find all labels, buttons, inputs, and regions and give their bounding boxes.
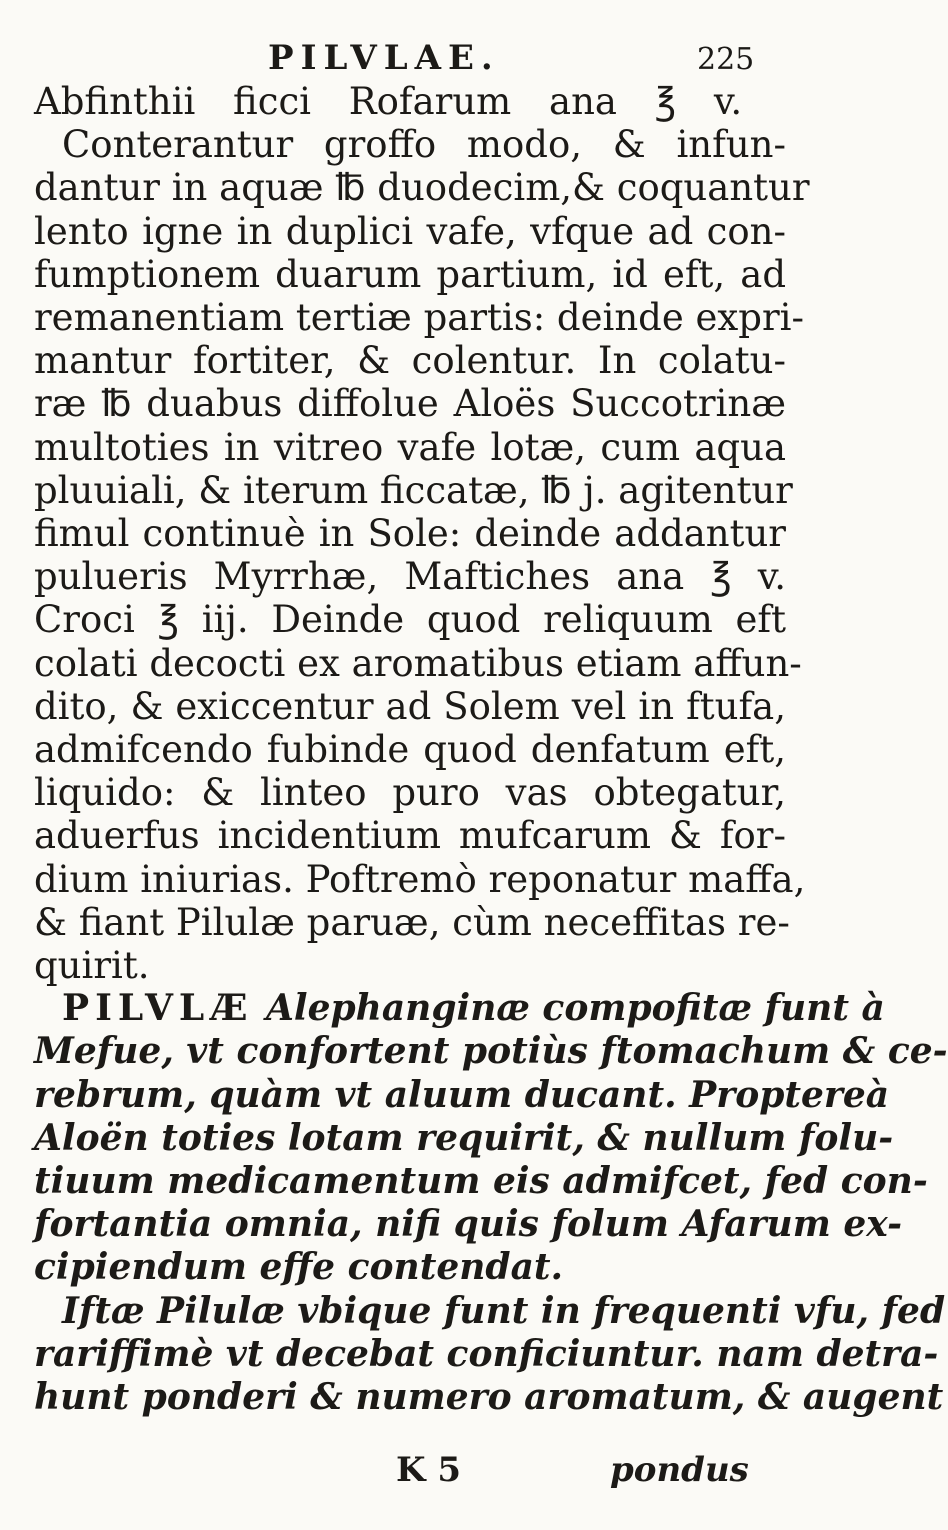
recipe-line: pluuiali, & iterum ficcatæ, ℔ j. agitentur <box>34 468 793 512</box>
commentary-line: tiuum medicamentum eis admifcet, fed con- <box>34 1160 928 1203</box>
commentary-line: hunt ponderi & numero aromatum, & augent <box>34 1376 944 1419</box>
commentary-line-text: Alephanginæ compofitæ funt à <box>265 987 885 1030</box>
commentary-line: rebrum, quàm vt aluum ducant. Proptereà <box>34 1073 890 1116</box>
commentary-paragraph <box>34 987 948 1419</box>
recipe-paragraph <box>34 80 810 988</box>
signature-mark: K 5 <box>396 1450 462 1490</box>
recipe-line: dito, & exiccentur ad Solem vel in ftufa, <box>34 684 786 728</box>
recipe-line: Abfinthii ficci Rofarum ana ℥ v. <box>34 80 743 123</box>
recipe-line: fumptionem duarum partium, id eft, ad <box>34 252 786 296</box>
commentary-heading-word: PILVLÆ <box>62 987 254 1030</box>
recipe-line: admifcendo fubinde quod denfatum eft, <box>34 728 786 772</box>
commentary-line: fortantia omnia, nifi quis folum Afarum ex- <box>34 1203 903 1246</box>
recipe-line: Conterantur groffo modo, & infun- <box>62 123 786 167</box>
recipe-line: Croci ℥ iij. Deinde quod reliquum eft <box>34 598 786 642</box>
recipe-line: colati decocti ex aromatibus etiam affun- <box>34 641 802 685</box>
recipe-line: fimul continuè in Sole: deinde addantur <box>34 512 786 556</box>
commentary-line: Iftæ Pilulæ vbique funt in frequenti vfu, fed <box>62 1289 946 1332</box>
recipe-line: dium iniurias. Poftremò reponatur maffa, <box>34 857 806 901</box>
recipe-line: lento igne in duplici vafe, vfque ad con- <box>34 209 786 253</box>
recipe-line: multoties in vitreo vafe lotæ, cum aqua <box>34 425 786 469</box>
recipe-line: dantur in aquæ ℔ duodecim,& coquantur <box>34 166 810 210</box>
recipe-line: liquido: & linteo puro vas obtegatur, <box>34 771 786 815</box>
commentary-line: Mefue, vt confortent potiùs ftomachum & ce- <box>34 1030 948 1073</box>
recipe-line: mantur fortiter, & colentur. In colatu- <box>34 339 786 383</box>
running-title: PILVLAE. <box>268 38 500 78</box>
recipe-line: pulueris Myrrhæ, Maftiches ana ℥ v. <box>34 555 786 599</box>
recipe-line: remanentiam tertiæ partis: deinde expri- <box>34 296 804 340</box>
recipe-line: ræ ℔ duabus diffolue Aloës Succotrinæ <box>34 382 786 426</box>
page-number: 225 <box>697 42 755 77</box>
recipe-line: aduerfus incidentium mufcarum & for- <box>34 814 786 858</box>
catchword: pondus <box>610 1450 749 1490</box>
main-text <box>34 80 948 1419</box>
commentary-line: cipiendum effe contendat. <box>34 1246 564 1289</box>
commentary-line: Aloën toties lotam requirit, & nullum folu- <box>34 1116 894 1159</box>
commentary-line <box>34 987 885 1030</box>
recipe-line: & fiant Pilulæ paruæ, cùm neceffitas re- <box>34 900 790 944</box>
page-footer <box>0 1450 800 1506</box>
recipe-line: quirit. <box>34 944 150 988</box>
commentary-line: rariffimè vt decebat conficiuntur. nam detra- <box>34 1332 939 1375</box>
